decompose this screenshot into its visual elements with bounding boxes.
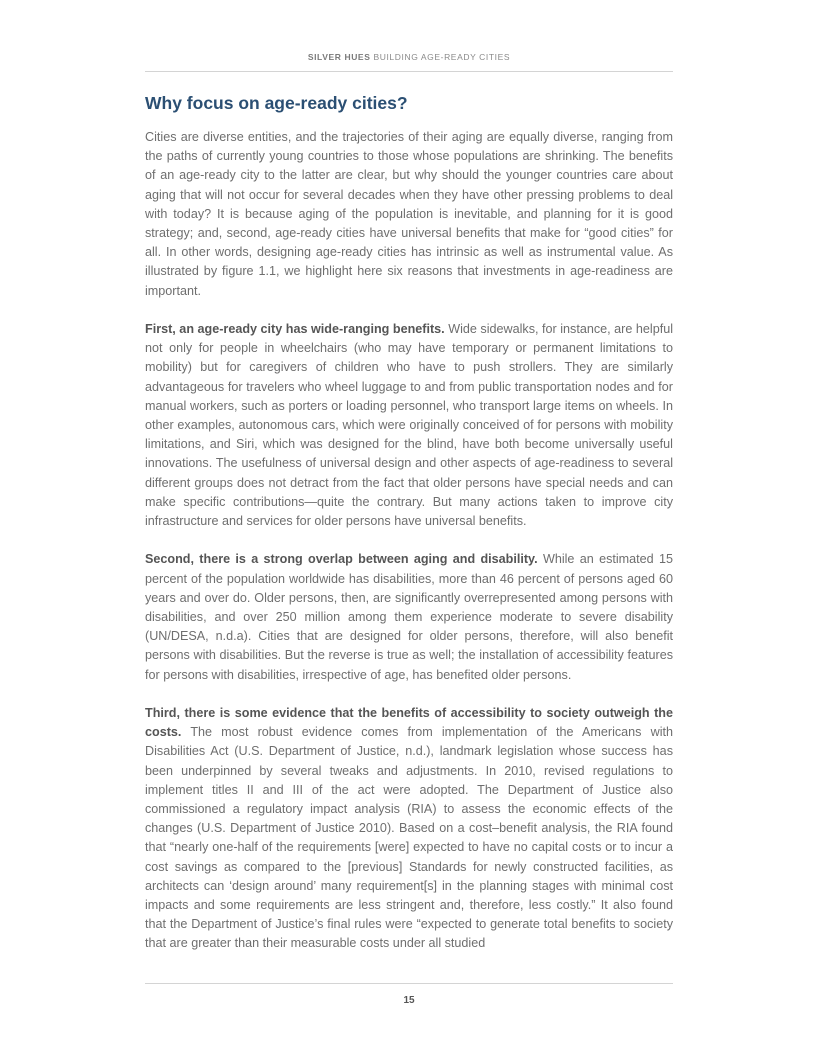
paragraph-second-reason: [145, 550, 673, 684]
header-title: BUILDING AGE-READY CITIES: [373, 52, 511, 62]
paragraph-text: Wide sidewalks, for instance, are helpful not only for people in wheelchairs (who may have temporary or permanent limitations to mobility) but for caregivers of children who have to push strollers. They are similarly advantageous for travelers who wheel luggage to and from public transportation nodes and for manual workers, such as porters or loading personnel, who transport large items on wheels. In other examples, autonomous cars, which were originally conceived of for persons with mobility limitations, and Siri, which was designed for the blind, have both become universally useful innovations. The usefulness of universal design and other aspects of age-readiness to several different groups does not detract from the fact that older persons have special needs and can make specific contributions—quite the contrary. But many actions taken to improve city infrastructure and services for older persons have universal benefits.: [145, 322, 673, 529]
section-heading: Why focus on age-ready cities?: [145, 93, 408, 113]
header-series: SILVER HUES: [307, 52, 371, 62]
paragraph-lead: First, an age-ready city has wide-ranging benefits.: [145, 322, 445, 337]
header-rule: [145, 71, 673, 72]
paragraph-intro: [145, 128, 673, 301]
page-body: [145, 90, 673, 973]
footer-rule: [145, 983, 673, 984]
paragraph-text: While an estimated 15 percent of the population worldwide has disabilities, more than 46 percent of persons aged 60 years and over do. Older persons, then, are significantly overrepresented among persons with disabilities, and over 250 million among them experience moderate to severe disability (UN/DESA, n.d.a). Cities that are designed for older persons, therefore, will also benefit persons with disabilities. But the reverse is true as well; the installation of accessibility features for persons with disabilities, irrespective of age, has benefited older persons.: [145, 552, 673, 682]
page-number: 15: [403, 995, 415, 1006]
paragraph-first-reason: [145, 320, 673, 531]
paragraph-lead: Third, there is some evidence that the benefits of accessibility to society outweigh the costs.: [145, 706, 673, 740]
paragraph-third-reason: [145, 704, 673, 954]
paragraph-text: Cities are diverse entities, and the trajectories of their aging are equally diverse, ranging from the paths of currently young countries to those whose populations are shrinking. The benefits of an age-ready city to the latter are clear, but why should the younger countries care about aging that will not occur for several decades when they have other pressing problems to deal with today? It is because aging of the population is inevitable, and planning for it is good strategy; and, second, age-ready cities have universal benefits that make for “good cities” for all. In other words, designing age-ready cities has intrinsic as well as instrumental value. As illustrated by figure 1.1, we highlight here six reasons that investments in age-readiness are important.: [145, 130, 673, 298]
paragraph-lead: Second, there is a strong overlap between aging and disability.: [145, 552, 538, 567]
paragraph-text: The most robust evidence comes from implementation of the Americans with Disabilities Act (U.S. Department of Justice, n.d.), landmark legislation whose success has been underpinned by several tweaks and adjustments. In 2010, revised regulations to implement titles II and III of the act were adopted. The Department of Justice also commissioned a regulatory impact analysis (RIA) to assess the economic effects of the changes (U.S. Department of Justice 2010). Based on a cost–benefit analysis, the RIA found that “nearly one-half of the requirements [were] expected to have no capital costs or to incur a cost savings as compared to the [previous] Standards for newly constructed facilities, as architects can ‘design around’ many requirement[s] in the planning stages with minimal cost impacts and some requirements are less stringent and, therefore, less costly.” It also found that the Department of Justice’s final rules were “expected to generate total benefits to society that are greater than their measurable costs under all studied: [145, 725, 673, 951]
running-header: [145, 52, 673, 62]
